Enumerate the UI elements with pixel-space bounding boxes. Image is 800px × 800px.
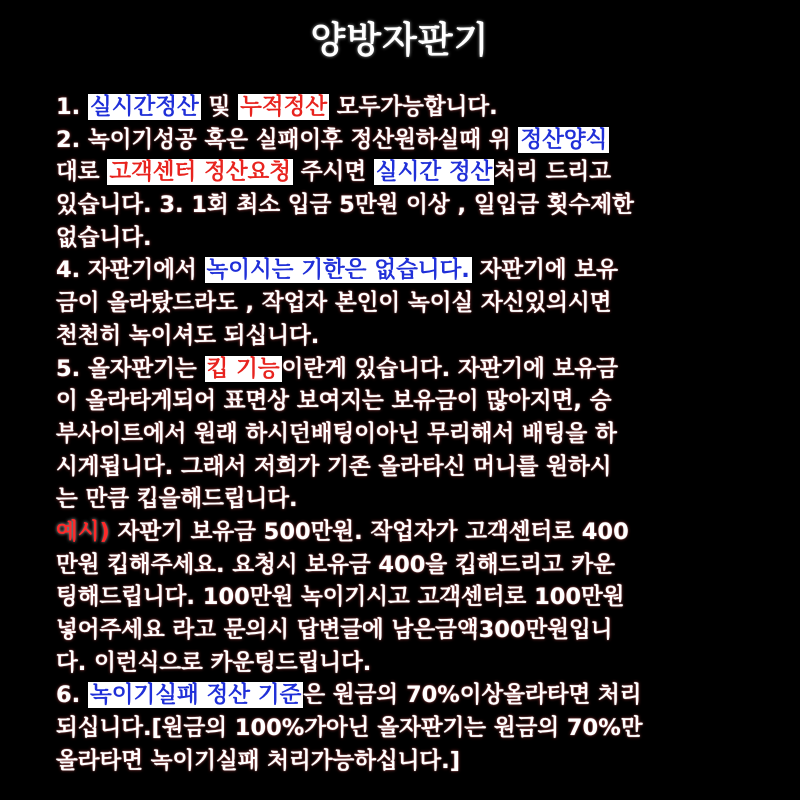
notice-text: 6.: [56, 682, 89, 709]
notice-text: 자판기 보유금 500만원. 작업자가 고객센터로 400: [109, 518, 629, 545]
notice-text: 팅해드립니다. 100만원 녹이기시고 고객센터로 100만원: [56, 584, 625, 611]
notice-text: 이 올라타게되어 표면상 보여지는 보유금이 많아지면, 승: [56, 388, 612, 415]
notice-text: 5. 올자판기는: [56, 355, 205, 382]
notice-text: 및: [200, 94, 239, 120]
notice-text: 넣어주세요 라고 문의시 답변글에 남은금액300만원입니: [56, 617, 613, 643]
notice-text: 처리 드리고: [494, 159, 611, 186]
notice-body: [56, 91, 756, 777]
notice-text: 은 원금의 70%이상올라타면 처리: [303, 682, 642, 709]
notice-text: 주시면: [293, 159, 374, 186]
notice-line: [56, 254, 756, 287]
notice-text: 1.: [56, 94, 89, 120]
notice-line: [56, 679, 756, 712]
notice-text: 시게됩니다. 그래서 저희가 기존 올라타신 머니를 원하시: [56, 453, 612, 480]
notice-text: 이란게 있습니다. 자판기에 보유금: [281, 355, 618, 382]
notice-line: [56, 124, 756, 157]
highlight-red-text: 고객센터 정산요청: [109, 159, 292, 186]
notice-line: [56, 745, 756, 778]
notice-line: [56, 614, 756, 647]
notice-line: [56, 647, 756, 680]
notice-line: [56, 353, 756, 386]
highlight-red-text: 누적정산: [240, 94, 328, 120]
notice-line: [56, 581, 756, 614]
notice-text: 만원 킵해주세요. 요청시 보유금 400을 킵해드리고 카운: [56, 551, 615, 578]
notice-line: [56, 320, 756, 353]
notice-text: 부사이트에서 원래 하시던배팅이아닌 무리해서 배팅을 하: [56, 420, 617, 447]
highlight-blue-text: 실시간정산: [90, 94, 199, 120]
notice-text: 4. 자판기에서: [56, 257, 205, 284]
highlight-blue-text: 녹이시는 기한은 없습니다.: [206, 257, 470, 284]
notice-text: 되십니다.[원금의 100%가아닌 올자판기는 원금의 70%만: [56, 715, 643, 742]
notice-line: [56, 287, 756, 320]
notice-text: 있습니다. 3. 1회 최소 입금 5만원 이상 , 일입금 횟수제한: [56, 192, 634, 219]
notice-text: 는 만큼 킵을해드립니다.: [56, 486, 298, 513]
notice-text: 2. 녹이기성공 혹은 실패이후 정산원하실때 위: [56, 126, 519, 153]
notice-text: 없습니다.: [56, 224, 152, 251]
notice-text: 올라타면 녹이기실패 처리가능하십니다.]: [56, 747, 460, 774]
highlight-red-text: 킵 기능: [206, 355, 280, 382]
notice-line: [56, 385, 756, 418]
notice-text: 모두가능합니다.: [329, 94, 498, 120]
notice-line: [56, 91, 756, 124]
page-title: 양방자판기: [310, 20, 490, 61]
notice-text: 천천히 녹이셔도 되십니다.: [56, 322, 320, 349]
notice-text: 대로: [56, 159, 108, 186]
notice-line: [56, 451, 756, 484]
notice-text: 다. 이런식으로 카운팅드립니다.: [56, 649, 372, 676]
notice-line: [56, 516, 756, 549]
highlight-blue-text: 실시간 정산: [375, 159, 493, 186]
notice-line: [56, 156, 756, 189]
notice-line: [56, 483, 756, 516]
notice-line: [56, 712, 756, 745]
highlight-blue-text: 녹이기실패 정산 기준: [90, 682, 302, 709]
notice-line: [56, 189, 756, 222]
highlight-blue-text: 정산양식: [520, 126, 608, 153]
notice-text: 자판기에 보유: [471, 257, 618, 284]
example-label: 예시): [56, 518, 110, 545]
notice-line: [56, 418, 756, 451]
notice-line: [56, 549, 756, 582]
notice-text: 금이 올라탔드라도 , 작업자 본인이 녹이실 자신있의시면: [56, 290, 612, 317]
notice-line: [56, 222, 756, 255]
